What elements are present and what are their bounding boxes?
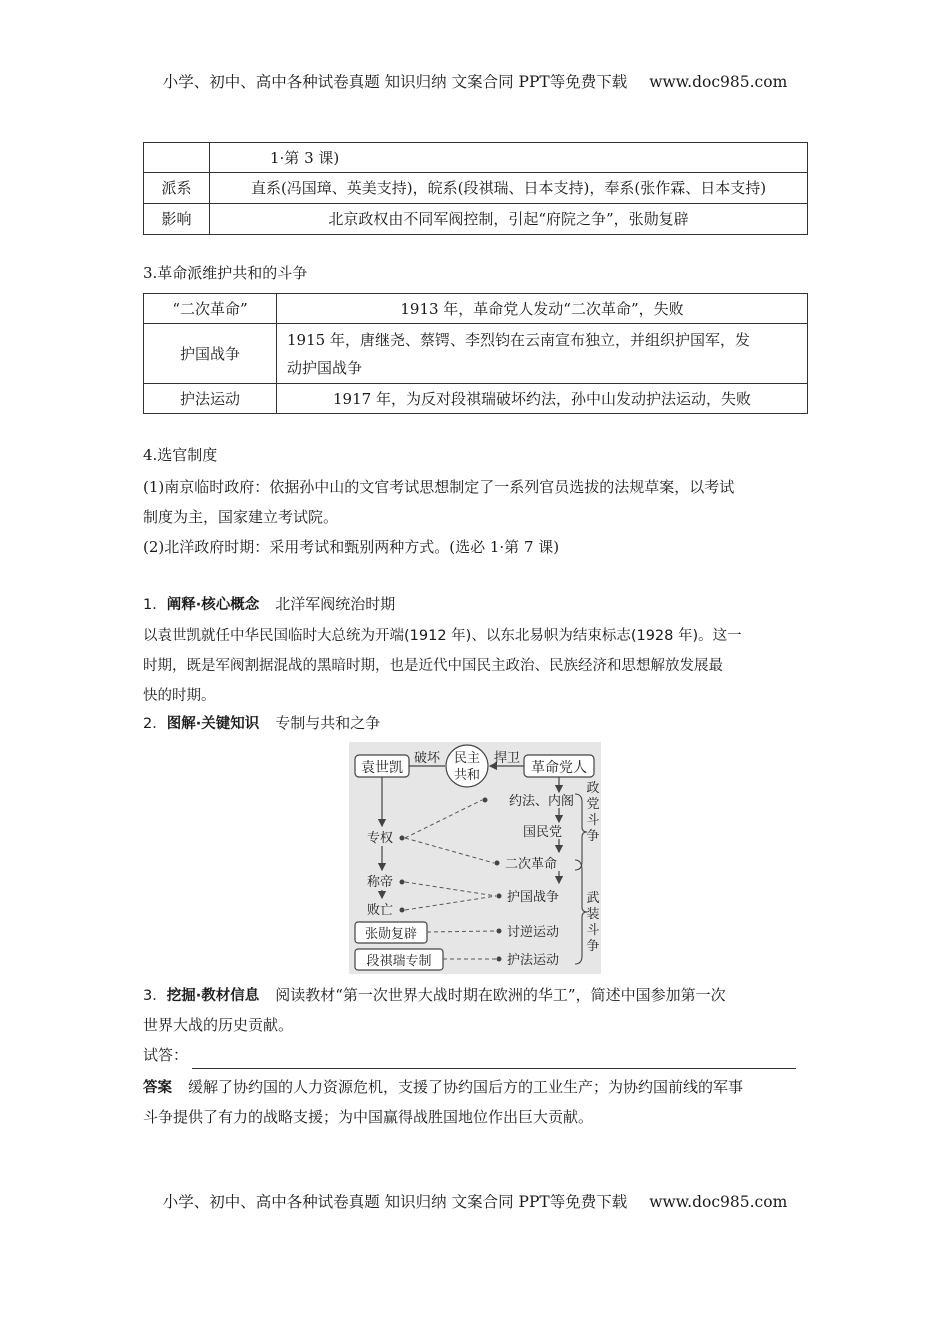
dot	[400, 908, 405, 913]
textbook-question: 阅读教材“第一次世界大战时期在欧洲的华工”，简述中国参加第一次	[275, 986, 726, 1004]
faction-table-cell	[144, 143, 210, 173]
dot	[497, 894, 502, 899]
footer-site: www.doc985.com	[649, 1193, 788, 1211]
baiwang-label: 败亡	[367, 903, 394, 918]
guomindang-label: 国民党	[523, 825, 563, 840]
textbook-heading	[143, 981, 726, 1010]
header-site: www.doc985.com	[649, 73, 788, 91]
textbook-question-cont: 世界大战的历史贡献。	[143, 1016, 294, 1034]
concept-heading	[143, 590, 395, 619]
huguo-label: 护国战争	[507, 890, 560, 905]
section-3-title: 3.革命派维护共和的斗争	[143, 264, 308, 282]
dot	[497, 929, 502, 934]
wuzhuang-char: 斗	[586, 923, 600, 938]
concept-line: 以袁世凯就任中华民国临时大总统为开端(1912 年)、以东北易帜为结束标志(1928 年)。这一	[143, 628, 742, 644]
struggle-table-content-line: 动护国战争	[287, 358, 363, 377]
dot	[483, 798, 488, 803]
faction-table-label: 影响	[144, 204, 210, 235]
answer-label: 答案	[143, 1080, 172, 1096]
erci-label: 二次革命	[505, 857, 558, 872]
wuzhuang-char: 武	[586, 891, 600, 906]
wuzhuang-char: 争	[586, 939, 600, 954]
struggle-table-content: 1917 年，为反对段祺瑞破坏约法，孙中山发动护法运动，失败	[277, 384, 808, 414]
struggle-table-label: 护国战争	[144, 324, 277, 384]
footer-text: 小学、初中、高中各种试卷真题 知识归纳 文案合同 PPT等免费下载	[162, 1193, 628, 1211]
dot	[497, 957, 502, 962]
section-4-title: 4.选官制度	[143, 446, 218, 464]
zhengdang-char: 党	[586, 797, 600, 812]
struggle-table-content: 1913 年，革命党人发动“二次革命”，失败	[277, 294, 808, 324]
struggle-table-label: 护法运动	[144, 384, 277, 414]
yuefa-label: 约法、内阁	[509, 794, 575, 809]
page-header	[0, 70, 950, 92]
diagram-heading	[143, 709, 380, 738]
hufa-label: 护法运动	[507, 953, 560, 968]
zhengdang-char: 争	[586, 829, 600, 844]
dot	[400, 836, 405, 841]
header-text: 小学、初中、高中各种试卷真题 知识归纳 文案合同 PPT等免费下载	[162, 73, 628, 91]
try-label: 试答：	[143, 1046, 189, 1064]
yuan-label: 袁世凯	[361, 760, 403, 776]
concept-heading-title: 阐释·核心概念	[166, 597, 260, 613]
duan-label: 段祺瑞专制	[366, 954, 432, 969]
answer-text: 缓解了协约国的人力资源危机，支援了协约国后方的工业生产；为协约国前线的军事	[188, 1078, 744, 1096]
section-4-p1: (1)南京临时政府：依据孙中山的文官考试思想制定了一系列官员选拔的法规草案，以考试	[143, 478, 735, 496]
try-answer-row	[143, 1041, 796, 1069]
answer-row	[143, 1073, 743, 1102]
answer-blank[interactable]	[192, 1050, 796, 1069]
diagram-subject: 专制与共和之争	[275, 714, 381, 732]
zhengdang-char: 政	[586, 781, 600, 796]
minzhu-label: 民主	[453, 751, 481, 766]
zhengdang-char: 斗	[586, 813, 600, 828]
diagram-heading-title: 图解·关键知识	[166, 716, 260, 732]
struggle-table-label: “二次革命”	[144, 294, 277, 324]
section-4-p1-cont: 制度为主，国家建立考试院。	[143, 508, 339, 526]
faction-table-content: 北京政权由不同军阀控制，引起“府院之争”，张勋复辟	[210, 204, 808, 235]
struggle-table	[143, 293, 808, 414]
faction-table-content: 直系(冯国璋、英美支持)，皖系(段祺瑞、日本支持)，奉系(张作霖、日本支持)	[210, 173, 808, 204]
dot	[495, 861, 500, 866]
gonghe-label: 共和	[453, 768, 481, 783]
faction-table	[143, 142, 808, 235]
geming-label: 革命党人	[531, 760, 587, 776]
zhuanquan-label: 专权	[367, 831, 394, 846]
zhangxun-label: 张勋复辟	[364, 927, 418, 942]
faction-table-cell: 1·第 3 课)	[210, 143, 808, 173]
concept-subject: 北洋军阀统治时期	[275, 595, 396, 613]
textbook-heading-num: 3．	[143, 988, 167, 1004]
diagram-heading-num: 2．	[143, 716, 167, 732]
hanwei-label: 捍卫	[493, 751, 521, 766]
pohuai-label: 破坏	[413, 751, 441, 766]
section-4-p2: (2)北洋政府时期：采用考试和甄别两种方式。(选必 1·第 7 课)	[143, 538, 560, 556]
struggle-table-content-line: 1915 年，唐继尧、蔡锷、李烈钧在云南宣布独立，并组织护国军，发	[287, 330, 750, 349]
textbook-heading-title: 挖掘·教材信息	[166, 988, 260, 1004]
wuzhuang-char: 装	[586, 907, 600, 922]
concept-line: 快的时期。	[143, 688, 216, 704]
chengdi-label: 称帝	[367, 875, 394, 890]
page-footer	[0, 1190, 950, 1212]
concept-line: 时期，既是军阀割据混战的黑暗时期，也是近代中国民主政治、民族经济和思想解放发展最	[143, 658, 723, 674]
dot	[400, 880, 405, 885]
struggle-table-content	[277, 324, 808, 384]
faction-table-label: 派系	[144, 173, 210, 204]
concept-heading-num: 1．	[143, 597, 167, 613]
answer-text-cont: 斗争提供了有力的战略支援；为中国赢得战胜国地位作出巨大贡献。	[143, 1108, 594, 1126]
autocracy-republic-diagram	[349, 742, 601, 974]
taoni-label: 讨逆运动	[507, 925, 560, 940]
